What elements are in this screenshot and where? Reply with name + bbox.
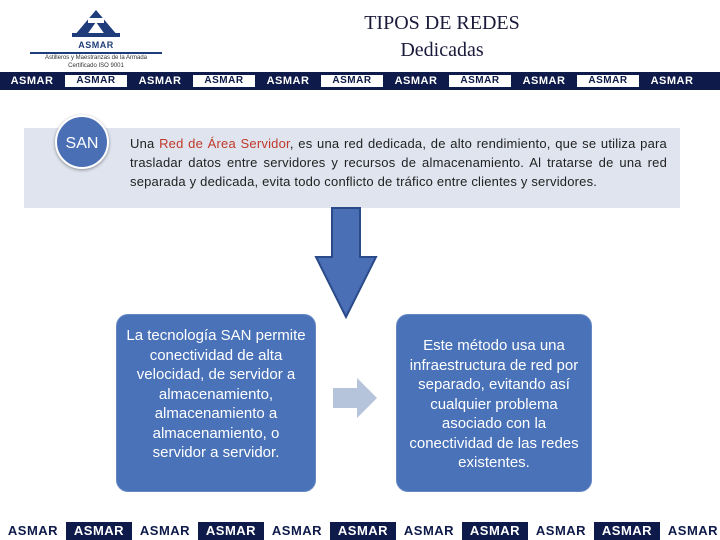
right-arrow-icon: [333, 378, 379, 418]
logo-name: ASMAR: [78, 40, 114, 50]
band-brand-text: ASMAR: [198, 522, 264, 540]
band-brand-text: ASMAR: [65, 75, 127, 87]
band-brand-text: ASMAR: [650, 75, 694, 87]
band-brand-text: ASMAR: [193, 75, 255, 87]
band-brand-text: ASMAR: [321, 75, 383, 87]
bottom-brand-band: [0, 522, 720, 540]
band-brand-text: ASMAR: [266, 75, 310, 87]
title-line-2: Dedicadas: [400, 39, 484, 61]
down-arrow-icon: [314, 207, 378, 319]
band-brand-text: ASMAR: [667, 523, 719, 538]
slide-title: [300, 10, 584, 64]
logo-subtitle: Astilleros y Maestranzas de la Armada: [44, 55, 148, 61]
band-brand-text: ASMAR: [138, 75, 182, 87]
band-brand-text: ASMAR: [330, 522, 396, 540]
top-brand-band: [0, 72, 720, 90]
band-brand-text: ASMAR: [522, 75, 566, 87]
band-brand-text: ASMAR: [403, 523, 455, 538]
band-brand-text: ASMAR: [66, 522, 132, 540]
band-brand-text: ASMAR: [7, 523, 59, 538]
band-brand-text: ASMAR: [271, 523, 323, 538]
logo-rule: [30, 52, 162, 54]
band-brand-text: ASMAR: [577, 75, 639, 87]
desc-before: Una: [130, 136, 160, 151]
asmar-logo-icon: [70, 8, 122, 38]
desc-highlight: Red de Área Servidor: [159, 136, 290, 151]
band-brand-text: ASMAR: [462, 522, 528, 540]
san-description: [130, 134, 667, 191]
logo-cert: Certificado ISO 9001: [68, 63, 124, 69]
san-badge: SAN: [55, 115, 109, 169]
band-brand-text: ASMAR: [394, 75, 438, 87]
band-brand-text: ASMAR: [594, 522, 660, 540]
band-brand-text: ASMAR: [535, 523, 587, 538]
desc-after: , es una red dedicada, de alto rendimiento, que se utiliza para trasladar datos entre servidores y recursos de almacenamiento. Al tratarse de una red separada y dedicada, evita todo conflicto de tráfico entre clientes y servidores.: [130, 136, 667, 189]
band-brand-text: ASMAR: [10, 75, 54, 87]
card-separate-infrastructure: Este método usa una infraestructura de red por separado, evitando así cualquier problema asociado con la conectividad de las redes existentes.: [396, 314, 592, 492]
title-line-1: TIPOS DE REDES: [364, 12, 520, 34]
asmar-logo: [24, 8, 168, 68]
band-brand-text: ASMAR: [449, 75, 511, 87]
band-brand-text: ASMAR: [139, 523, 191, 538]
card-san-technology: La tecnología SAN permite conectividad de alta velocidad, de servidor a almacenamiento, almacenamiento a almacenamiento, o servidor a servidor.: [116, 314, 316, 492]
